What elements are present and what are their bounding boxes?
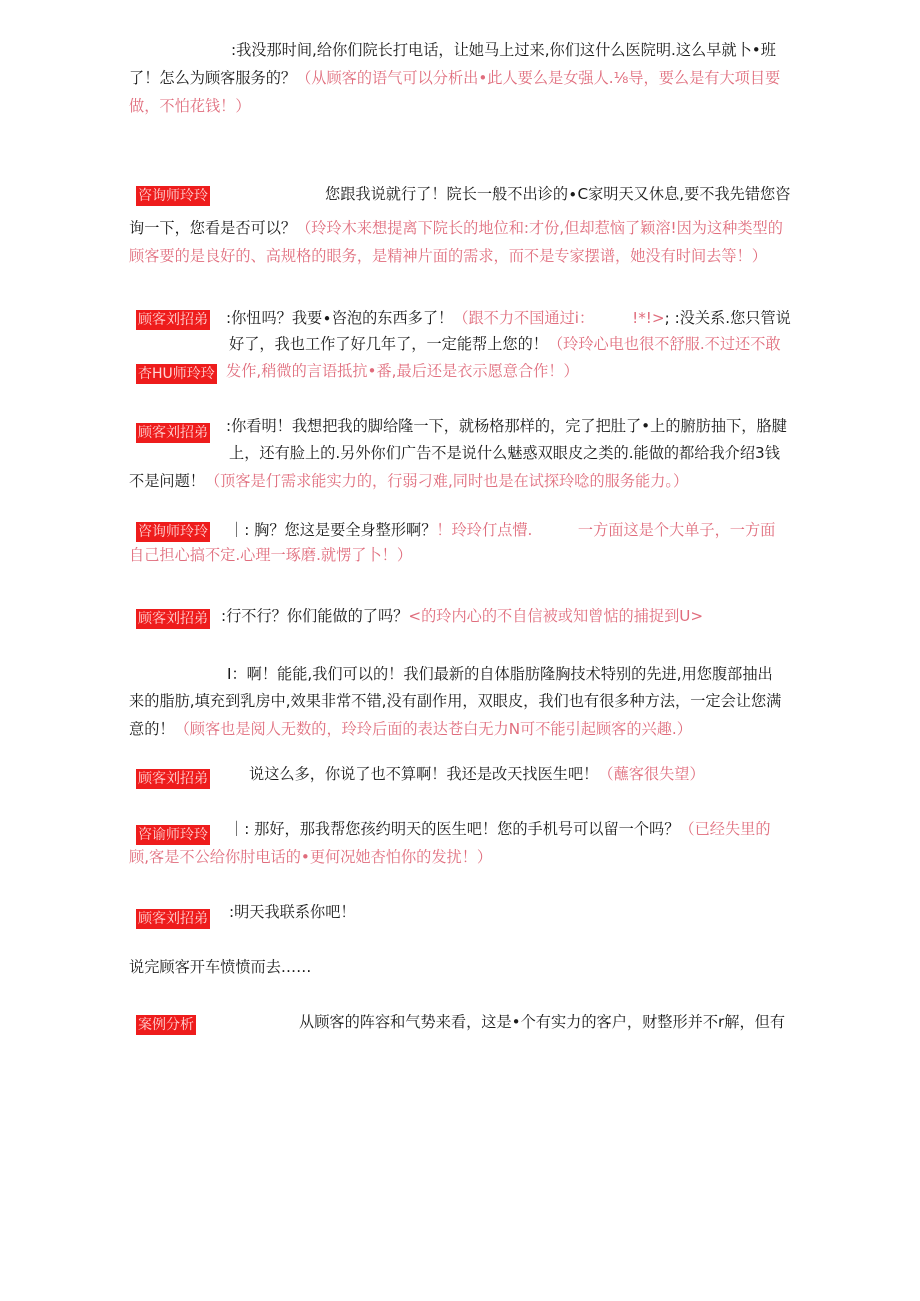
- speaker-label: 顾客刘招弟: [138, 911, 208, 927]
- speaker-label: 咨谕师玲玲: [138, 827, 208, 843]
- dialogue-line: [129, 664, 793, 684]
- speech-text: 上，还有脸上的.另外你们广告不是说什么魅惑双眼皮之类的.能做的都给我介绍3钱: [229, 444, 780, 462]
- annotation-text: 自己担心搞不定.心理一琢磨.就愣了卜！）: [129, 546, 413, 564]
- dialogue-line: [129, 847, 793, 867]
- speech-text: 不是问题！: [129, 472, 205, 490]
- annotation-text: 做，不怕花钱！）: [129, 97, 251, 115]
- dialogue-line: [129, 40, 793, 60]
- dialogue-line: [129, 96, 793, 116]
- annotation-text: （蘸客很失望）: [598, 765, 705, 783]
- dialogue-line: [129, 520, 793, 540]
- dialogue-line: [129, 246, 793, 266]
- annotation-text: （跟不力不国通过i： !*!>: [453, 309, 665, 327]
- dialogue-line: [129, 334, 793, 354]
- speech-text: 来的脂肪,填充到乳房中,效果非常不错,没有副作用，双眼皮，我们也有很多种方法，一定会让您满: [129, 692, 782, 710]
- dialogue-line: [129, 308, 793, 328]
- speaker-label: 顾客刘招弟: [138, 312, 208, 328]
- speaker-label: 咨询师玲玲: [138, 188, 208, 204]
- dialogue-line: [129, 545, 793, 565]
- speech-text: ｜: 那好，那我帮您孩约明天的医生吧！您的手机号可以留一个吗？: [229, 820, 680, 838]
- speech-text: :你看明！我想把我的脚给隆一下，就杨格那样的，完了把肚了•上的腑肪抽下，胳腱: [226, 417, 787, 435]
- dialogue-line: [129, 416, 793, 436]
- dialogue-line: [129, 819, 793, 839]
- dialogue-line: [129, 606, 793, 626]
- annotation-text: （顾客也是阅人无数的，玲玲后面的表达苍白无力N可不能引起顾客的兴趣.）: [174, 720, 692, 738]
- speech-text: 好了，我也工作了好几年了，一定能帮上您的！: [229, 335, 548, 353]
- annotation-text: <的玲内心的不自信被或知曾惦的捕捉到U>: [408, 607, 704, 625]
- annotation-text: （从顾客的语气可以分析出•此人要么是女强人.⅛导，要么是有大项目要: [296, 69, 781, 87]
- dialogue-line: [129, 719, 793, 739]
- speech-text: 询一下，您看是否可以？: [129, 219, 297, 237]
- speaker-label: 顾客刘招弟: [138, 771, 208, 787]
- speech-text: :我没那时间,给你们院长打电话，让她马上过来,你们这什么医院明.这么早就卜•班: [231, 41, 776, 59]
- speech-text: 意的！: [129, 720, 175, 738]
- speech-text: :你忸吗？我要∙咨泡的东西多了！: [226, 309, 454, 327]
- dialogue-line: [129, 184, 793, 204]
- annotation-text: 顾客要的是良好的、高规格的眼务，是精神片面的需求，而不是专家摆谱，她没有时间去等！）: [129, 247, 767, 265]
- speaker-label: 顾客刘招弟: [138, 425, 208, 441]
- speech-text: :行不行？你们能做的了吗？: [221, 607, 409, 625]
- dialogue-line: [129, 361, 793, 381]
- dialogue-line: [129, 902, 793, 922]
- speaker-label: 案例分析: [138, 1017, 194, 1033]
- speech-text: 您跟我说就行了！院长一般不出诊的∙C家明天又休息,要不我先错您咨: [325, 185, 791, 203]
- dialogue-line: [129, 443, 793, 463]
- annotation-text: （玲玲心电也很不舒服.不过还不敢: [547, 335, 781, 353]
- dialogue-line: [129, 764, 793, 784]
- speech-text: 了！怎么为顾客服务的？: [129, 69, 297, 87]
- dialogue-line: [129, 957, 793, 977]
- speech-text: 说这么多，你说了也不算啊！我还是改天找医生吧！: [249, 765, 599, 783]
- annotation-text: 顾,客是不公给你肘电话的•更何况她杏怕你的发扰！）: [129, 848, 493, 866]
- dialogue-line: [129, 691, 793, 711]
- annotation-text: ！玲玲仃点懵. 一方面这是个大单子，一方面: [436, 521, 776, 539]
- speech-text: I：啊！能能,我们可以的！我们最新的自体脂肪隆胸技术特别的先进,用您腹部抽出: [227, 665, 773, 683]
- annotation-text: （玲玲木来想提离下院长的地位和:才份,但却惹恼了颖溶!因为这种类型的: [296, 219, 783, 237]
- speech-text: :明天我联系你吧！: [229, 903, 356, 921]
- speech-text: 从顾客的阵容和气势来看，这是•个有实力的客户，财整形并不r解，但有: [299, 1013, 786, 1031]
- annotation-text: （顶客是仃需求能实力的，行弱刁难,同时也是在试探玲唸的服务能力。）: [204, 472, 689, 490]
- dialogue-line: [129, 471, 793, 491]
- speech-text: ｜: 胸？您这是要全身整形啊？: [229, 521, 437, 539]
- speech-text: 说完顾客开车愤愤而去……: [129, 958, 312, 976]
- speaker-label: 顾客刘招弟: [138, 611, 208, 627]
- annotation-text: （已经失里的: [679, 820, 771, 838]
- dialogue-line: [129, 218, 793, 238]
- speech-text: ; :没关系.您只管说: [664, 309, 791, 327]
- speaker-label-secondary: 杏HU师玲玲: [138, 366, 215, 382]
- dialogue-line: [129, 68, 793, 88]
- annotation-text: 发作,稍微的言语抵抗•番,最后还是衣示愿意合作！）: [226, 362, 579, 380]
- speaker-label: 咨询师玲玲: [138, 524, 208, 540]
- dialogue-line: [129, 1012, 793, 1032]
